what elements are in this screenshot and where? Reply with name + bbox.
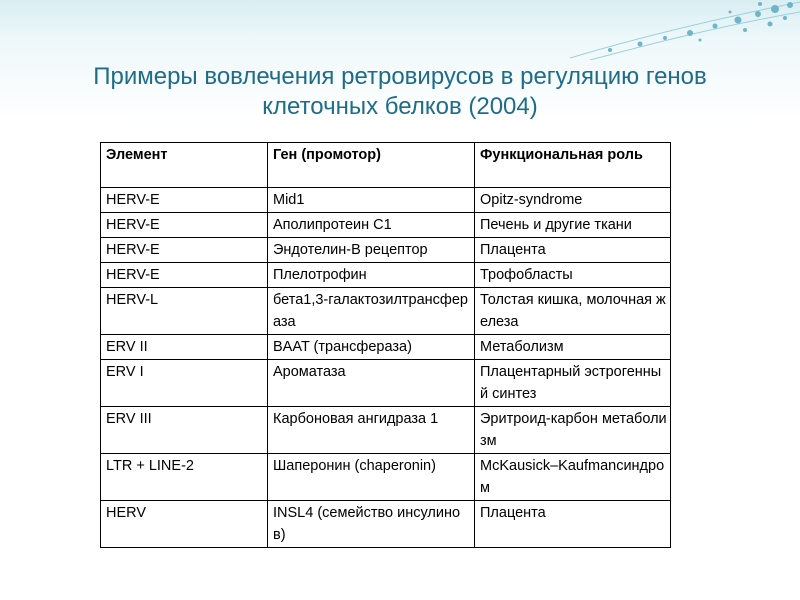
table-row [101,238,671,263]
cell-element: HERV-L [101,288,268,335]
cell-function: Opitz-syndrome [475,188,671,213]
cell-gene: Плелотрофин [268,263,475,288]
table-header-row [101,143,671,188]
decorative-dots-graphic [570,0,800,60]
header-element: Элемент [101,143,268,188]
cell-gene: Аполипротеин С1 [268,213,475,238]
table-row [101,407,671,454]
cell-function: Плацента [475,238,671,263]
cell-gene: Ароматаза [268,360,475,407]
cell-gene: бета1,3-галактозилтрансфераза [268,288,475,335]
table-row [101,360,671,407]
cell-gene: Эндотелин-В рецептор [268,238,475,263]
cell-element: LTR + LINE-2 [101,454,268,501]
title-line-1: Примеры вовлечения ретровирусов в регуляцию генов [93,63,707,90]
cell-function: Эритроид-карбон метаболизм [475,407,671,454]
cell-function: Метаболизм [475,335,671,360]
table-row [101,213,671,238]
cell-function: McKausick–Kaufmancиндром [475,454,671,501]
cell-function: Трофобласты [475,263,671,288]
retrovirus-gene-table [100,142,671,548]
table-row [101,288,671,335]
cell-element: HERV-E [101,263,268,288]
table-row [101,335,671,360]
header-gene: Ген (промотор) [268,143,475,188]
table-row [101,454,671,501]
cell-element: ERV III [101,407,268,454]
cell-function: Плацента [475,501,671,548]
cell-gene: INSL4 (семейство инсулинов) [268,501,475,548]
cell-gene: Шаперонин (chaperonin) [268,454,475,501]
title-line-2: клеточных белков (2004) [262,93,538,120]
cell-gene: Mid1 [268,188,475,213]
table-row [101,188,671,213]
page-title [20,62,780,122]
table-row [101,501,671,548]
cell-gene: BAAT (трансфераза) [268,335,475,360]
header-function: Функциональная роль [475,143,671,188]
cell-function: Плацентарный эстрогенный синтез [475,360,671,407]
cell-element: HERV-E [101,213,268,238]
cell-element: HERV [101,501,268,548]
cell-function: Толстая кишка, молочная железа [475,288,671,335]
cell-element: HERV-E [101,188,268,213]
table-row [101,263,671,288]
cell-element: HERV-E [101,238,268,263]
cell-function: Печень и другие ткани [475,213,671,238]
cell-element: ERV II [101,335,268,360]
cell-gene: Карбоновая ангидраза 1 [268,407,475,454]
cell-element: ERV I [101,360,268,407]
